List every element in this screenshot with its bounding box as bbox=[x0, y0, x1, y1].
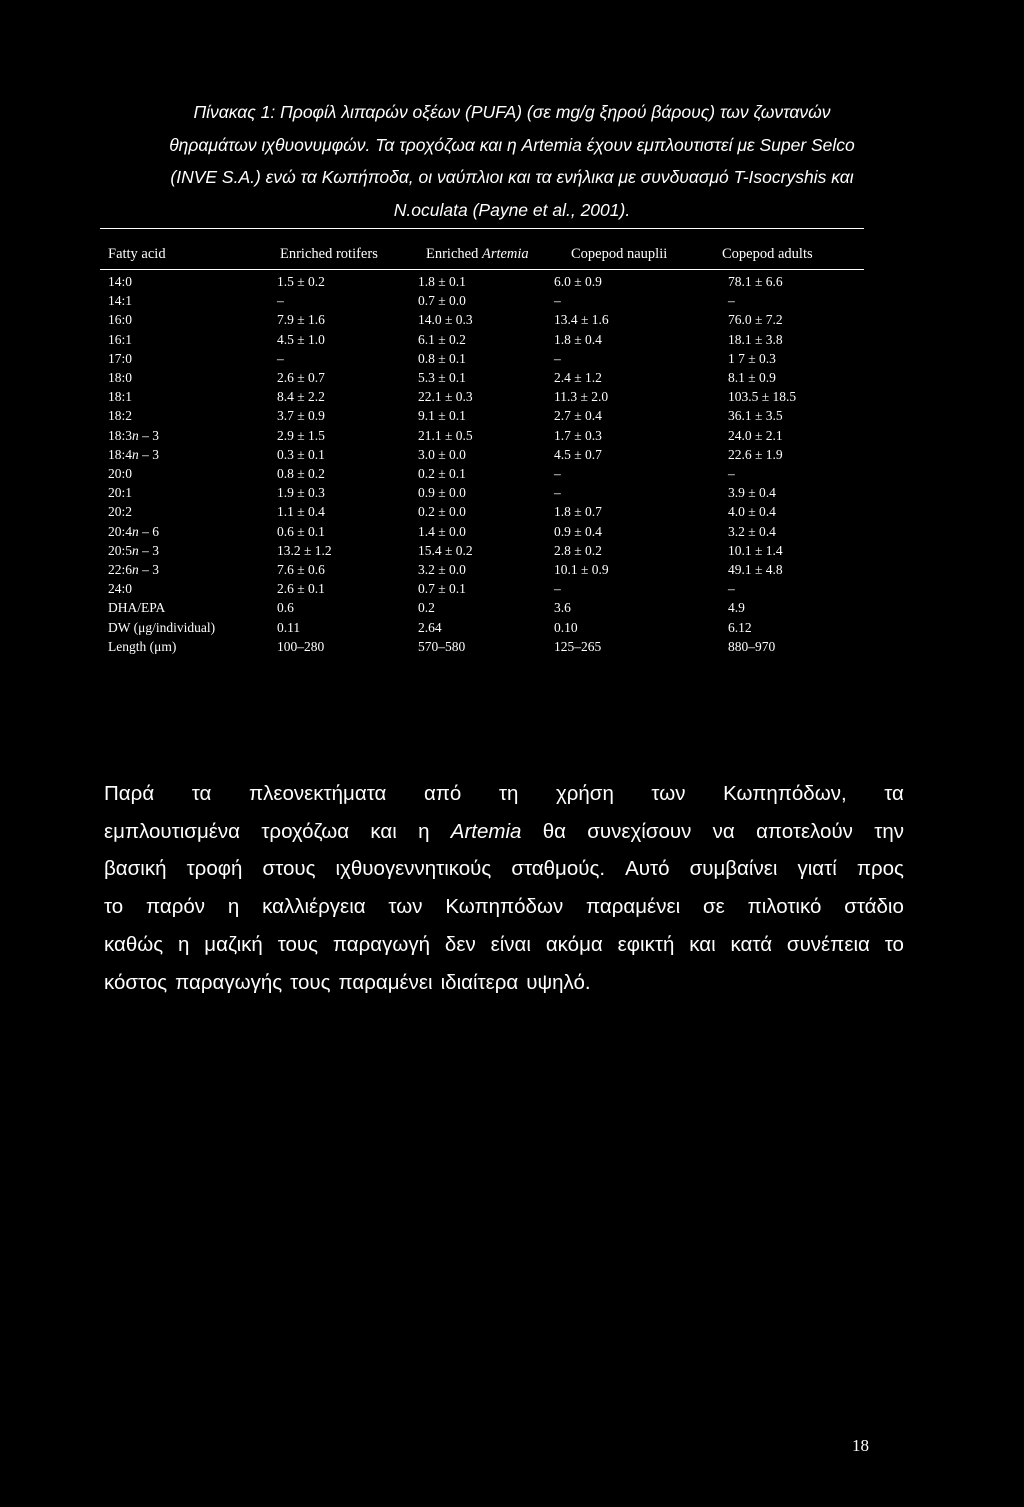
paragraph-word: εφικτή bbox=[617, 932, 675, 956]
table-cell: 0.2 bbox=[418, 600, 435, 616]
table-cell: 0.8 ± 0.2 bbox=[277, 466, 325, 481]
paragraph-line bbox=[104, 926, 904, 964]
table-cell: 0.7 ± 0.1 bbox=[418, 581, 466, 597]
paragraph-word: κατά bbox=[730, 932, 773, 956]
table-cell: – bbox=[554, 466, 561, 481]
table-cell: 9.1 ± 0.1 bbox=[418, 408, 466, 424]
paragraph-word: παραγωγής bbox=[175, 970, 283, 994]
table-cell: 880–970 bbox=[728, 638, 776, 654]
table-cell: – bbox=[277, 350, 284, 366]
table-cell: 0.6 bbox=[277, 600, 294, 616]
table-row bbox=[100, 272, 864, 291]
row-label: 18:1 bbox=[108, 389, 133, 405]
caption-line: N.oculata (Payne et al., 2001). bbox=[393, 199, 631, 220]
table-cell: 0.3 ± 0.1 bbox=[277, 446, 325, 462]
table-cell: 24.0 ± 2.1 bbox=[728, 427, 783, 443]
paragraph-word: πιλοτικό bbox=[747, 895, 822, 919]
row-label: 22:6n – 3 bbox=[108, 562, 160, 577]
table-cell: 0.7 ± 0.0 bbox=[418, 293, 466, 309]
paragraph-word: προς bbox=[856, 857, 904, 881]
paragraph-word: πλεονεκτήματα bbox=[248, 782, 387, 805]
paragraph-word: το bbox=[104, 895, 124, 919]
table-cell: 2.6 ± 0.7 bbox=[277, 370, 325, 385]
paragraph-word: παραγωγή bbox=[332, 932, 431, 956]
table-cell: 8.1 ± 0.9 bbox=[728, 370, 776, 385]
table-cell: – bbox=[728, 581, 735, 597]
table-cell: 7.9 ± 1.6 bbox=[277, 312, 325, 328]
paragraph-word: των bbox=[651, 782, 686, 805]
table-row bbox=[100, 483, 864, 502]
paragraph-word: η bbox=[418, 819, 430, 843]
table-cell: 10.1 ± 0.9 bbox=[554, 562, 609, 577]
table-cell: 10.1 ± 1.4 bbox=[728, 542, 783, 558]
row-label: 24:0 bbox=[108, 581, 133, 597]
table-cell: 78.1 ± 6.6 bbox=[728, 274, 783, 289]
table-cell: 7.6 ± 0.6 bbox=[277, 562, 325, 577]
table-cell: 8.4 ± 2.2 bbox=[277, 389, 325, 405]
table-cell: 6.0 ± 0.9 bbox=[554, 274, 602, 289]
table-cell: 2.8 ± 0.2 bbox=[554, 542, 602, 558]
row-label: 17:0 bbox=[108, 350, 133, 366]
table-cell: 3.9 ± 0.4 bbox=[728, 485, 776, 501]
table-cell: 11.3 ± 2.0 bbox=[554, 389, 609, 405]
table-cell: 1.4 ± 0.0 bbox=[418, 523, 466, 539]
paragraph-word: παραμένει bbox=[586, 895, 681, 919]
table-cell: 4.9 bbox=[728, 600, 745, 616]
table-row bbox=[100, 387, 864, 406]
table-row bbox=[100, 291, 864, 310]
paragraph-word: η bbox=[227, 895, 240, 919]
paragraph-word: εμπλουτισμένα bbox=[104, 819, 241, 843]
paragraph-word: ιχθυογεννητικούς bbox=[335, 857, 492, 881]
paragraph-word: βασική bbox=[104, 857, 167, 881]
table-row bbox=[100, 579, 864, 598]
paragraph-word: των bbox=[388, 895, 423, 919]
row-label: 20:4n – 6 bbox=[108, 523, 160, 539]
table-cell: 1.9 ± 0.3 bbox=[277, 485, 325, 501]
table-row bbox=[100, 310, 864, 329]
table-cell: – bbox=[277, 293, 284, 309]
table-cell: 36.1 ± 3.5 bbox=[728, 408, 783, 424]
header-copepod-nauplii: Copepod nauplii bbox=[571, 246, 668, 262]
table-cell: 49.1 ± 4.8 bbox=[728, 562, 783, 577]
page-number: 18 bbox=[852, 1436, 869, 1455]
table-cell: 0.11 bbox=[277, 619, 301, 635]
paragraph-word: Παρά bbox=[104, 782, 155, 805]
paragraph-word: σταθμούς. bbox=[511, 857, 606, 881]
row-label: 18:3n – 3 bbox=[108, 427, 160, 443]
paragraph-word: Κωπηπόδων, bbox=[723, 782, 847, 805]
paragraph-word: συνεχίσουν bbox=[587, 819, 692, 843]
table-cell: 1.5 ± 0.2 bbox=[277, 274, 325, 289]
paragraph-word: συμβαίνει bbox=[689, 857, 778, 881]
table-cell: 0.2 ± 0.0 bbox=[418, 504, 466, 520]
paragraph-word: παρόν bbox=[146, 895, 206, 919]
table-row bbox=[100, 560, 864, 579]
paragraph-line bbox=[104, 888, 904, 926]
paragraph-word: στάδιο bbox=[844, 895, 904, 919]
row-label: 18:4n – 3 bbox=[108, 446, 160, 462]
paragraph-word: Αυτό bbox=[625, 857, 670, 881]
table-cell: – bbox=[554, 581, 561, 597]
table-header-rule bbox=[100, 269, 864, 270]
paragraph-word: καθώς bbox=[104, 932, 164, 956]
row-label: 18:0 bbox=[108, 370, 133, 385]
paragraph-word: από bbox=[423, 782, 462, 805]
table-cell: 1.8 ± 0.4 bbox=[554, 331, 602, 347]
table-cell: 0.6 ± 0.1 bbox=[277, 523, 325, 539]
paragraph-word: κόστος bbox=[104, 970, 168, 994]
table-cell: 6.12 bbox=[728, 619, 752, 635]
row-label: 16:0 bbox=[108, 312, 133, 328]
row-label: 20:1 bbox=[108, 485, 133, 501]
row-label: 20:0 bbox=[108, 466, 133, 481]
table-cell: 3.6 bbox=[554, 600, 571, 616]
paragraph-line bbox=[104, 813, 904, 851]
table-cell: 1.1 ± 0.4 bbox=[277, 504, 325, 520]
table-row bbox=[100, 502, 864, 521]
caption-line: (INVE S.A.) ενώ τα Κωπήποδα, οι ναύπλιοι και τα ενήλικα με συνδυασμό T-Isocryshis και bbox=[170, 167, 854, 187]
table-cell: 1.8 ± 0.1 bbox=[418, 274, 466, 289]
table-cell: 13.4 ± 1.6 bbox=[554, 312, 609, 328]
paragraph-word: και bbox=[689, 932, 716, 956]
row-label: DW (μg/individual) bbox=[108, 619, 216, 635]
paragraph-word: γιατί bbox=[797, 857, 837, 881]
table-cell: 2.7 ± 0.4 bbox=[554, 408, 602, 424]
caption-line: Πίνακας 1: Προφίλ λιπαρών οξέων (PUFA) (σε mg/g ξηρού βάρους) των ζωντανών bbox=[193, 102, 831, 122]
table-cell: – bbox=[554, 293, 561, 309]
row-label: 20:2 bbox=[108, 504, 133, 520]
table-cell: 0.9 ± 0.4 bbox=[554, 523, 602, 539]
paragraph-line bbox=[104, 775, 904, 813]
paragraph-word: Κωπηπόδων bbox=[445, 895, 564, 919]
paragraph-word: καλλιέργεια bbox=[262, 895, 366, 919]
paragraph-word: η bbox=[178, 932, 190, 956]
body-paragraph bbox=[104, 775, 904, 1001]
paragraph-word: τα bbox=[191, 782, 212, 805]
table-row bbox=[100, 618, 864, 637]
table-cell: 0.2 ± 0.1 bbox=[418, 466, 466, 481]
table-row bbox=[100, 541, 864, 560]
paragraph-word: την bbox=[874, 819, 904, 843]
table-row bbox=[100, 598, 864, 617]
table-top-rule bbox=[100, 228, 864, 229]
table-cell: 570–580 bbox=[418, 638, 466, 654]
paragraph-word: συνέπεια bbox=[786, 932, 870, 956]
table-cell: 3.0 ± 0.0 bbox=[418, 446, 466, 462]
paragraph-word: στους bbox=[262, 857, 316, 881]
paragraph-word: τροχόζωα bbox=[261, 819, 350, 843]
table-cell: 3.2 ± 0.4 bbox=[728, 523, 776, 539]
paragraph-word: θα bbox=[542, 819, 566, 843]
paragraph-word: τα bbox=[884, 782, 904, 805]
table-cell: 21.1 ± 0.5 bbox=[418, 427, 473, 443]
paragraph-word: υψηλό. bbox=[526, 970, 591, 994]
row-label: 14:1 bbox=[108, 293, 133, 309]
table-cell: 100–280 bbox=[277, 638, 325, 654]
table-cell: 2.64 bbox=[418, 619, 442, 635]
paragraph-word: το bbox=[884, 932, 904, 956]
paragraph-word: τους bbox=[277, 932, 319, 956]
paragraph-word: αποτελούν bbox=[756, 819, 853, 843]
table-cell: – bbox=[554, 485, 561, 501]
table-cell: 4.0 ± 0.4 bbox=[728, 504, 776, 520]
paragraph-word: να bbox=[712, 819, 735, 843]
table-cell: 2.6 ± 0.1 bbox=[277, 581, 325, 597]
row-label: 14:0 bbox=[108, 274, 133, 289]
row-label: Length (μm) bbox=[108, 638, 177, 654]
table-row bbox=[100, 637, 864, 656]
table-cell: 76.0 ± 7.2 bbox=[728, 312, 783, 328]
table-row bbox=[100, 464, 864, 483]
row-label: 18:2 bbox=[108, 408, 133, 424]
paragraph-word: και bbox=[370, 819, 397, 843]
table-cell: 125–265 bbox=[554, 638, 602, 654]
table-cell: – bbox=[728, 293, 735, 309]
table-cell: 5.3 ± 0.1 bbox=[418, 370, 466, 385]
table-cell: 6.1 ± 0.2 bbox=[418, 331, 466, 347]
table-cell: – bbox=[728, 466, 735, 481]
paragraph-word: τη bbox=[498, 782, 519, 805]
table-cell: 1.7 ± 0.3 bbox=[554, 427, 602, 443]
table-cell: 2.4 ± 1.2 bbox=[554, 370, 602, 385]
caption-line: θηραμάτων ιχθυονυμφών. Τα τροχόζωα και η Artemia έχουν εμπλουτιστεί με Super Selco bbox=[169, 134, 855, 155]
table-cell: – bbox=[554, 350, 561, 366]
paragraph-word: χρήση bbox=[555, 782, 614, 805]
row-label: 16:1 bbox=[108, 331, 133, 347]
table-row bbox=[100, 426, 864, 445]
table-cell: 22.6 ± 1.9 bbox=[728, 446, 783, 462]
paragraph-word: είναι bbox=[490, 932, 531, 956]
row-label: 20:5n – 3 bbox=[108, 542, 160, 558]
paragraph-word: παραμένει bbox=[338, 970, 433, 994]
table-cell: 4.5 ± 1.0 bbox=[277, 331, 325, 347]
row-label: DHA/EPA bbox=[108, 600, 166, 616]
table-cell: 22.1 ± 0.3 bbox=[418, 389, 473, 405]
table-row bbox=[100, 349, 864, 368]
paragraph-word: τροφή bbox=[186, 857, 243, 881]
paragraph-line bbox=[104, 850, 904, 888]
table-cell: 0.8 ± 0.1 bbox=[418, 350, 466, 366]
table-cell: 2.9 ± 1.5 bbox=[277, 427, 325, 443]
table-cell: 15.4 ± 0.2 bbox=[418, 542, 473, 558]
table-cell: 1 7 ± 0.3 bbox=[728, 350, 776, 366]
table-cell: 0.9 ± 0.0 bbox=[418, 485, 466, 501]
table-cell: 1.8 ± 0.7 bbox=[554, 504, 602, 520]
table-cell: 0.10 bbox=[554, 619, 578, 635]
paragraph-word: τους bbox=[290, 970, 331, 994]
table-cell: 3.2 ± 0.0 bbox=[418, 562, 466, 577]
table-cell: 14.0 ± 0.3 bbox=[418, 312, 473, 328]
table-row bbox=[100, 406, 864, 425]
table-cell: 18.1 ± 3.8 bbox=[728, 331, 783, 347]
header-copepod-adults: Copepod adults bbox=[722, 246, 813, 262]
table-row bbox=[100, 522, 864, 541]
paragraph-word: σε bbox=[702, 895, 725, 919]
table-cell: 103.5 ± 18.5 bbox=[728, 389, 797, 405]
table-row bbox=[100, 368, 864, 387]
paragraph-word: ιδιαίτερα bbox=[440, 970, 519, 994]
table-row bbox=[100, 445, 864, 464]
paragraph-word: Artemia bbox=[450, 819, 522, 843]
table-caption bbox=[96, 96, 928, 226]
paragraph-word: δεν bbox=[444, 932, 476, 956]
header-enriched-artemia: Enriched Artemia bbox=[426, 246, 529, 262]
table-cell: 4.5 ± 0.7 bbox=[554, 446, 602, 462]
table-cell: 13.2 ± 1.2 bbox=[277, 542, 332, 558]
paragraph-word: ακόμα bbox=[545, 932, 603, 956]
table-row bbox=[100, 330, 864, 349]
header-enriched-rotifers: Enriched rotifers bbox=[280, 246, 378, 262]
paragraph-word: μαζική bbox=[204, 932, 263, 956]
header-fatty-acid: Fatty acid bbox=[108, 246, 166, 262]
paragraph-line bbox=[104, 964, 904, 1002]
table-cell: 3.7 ± 0.9 bbox=[277, 408, 325, 424]
